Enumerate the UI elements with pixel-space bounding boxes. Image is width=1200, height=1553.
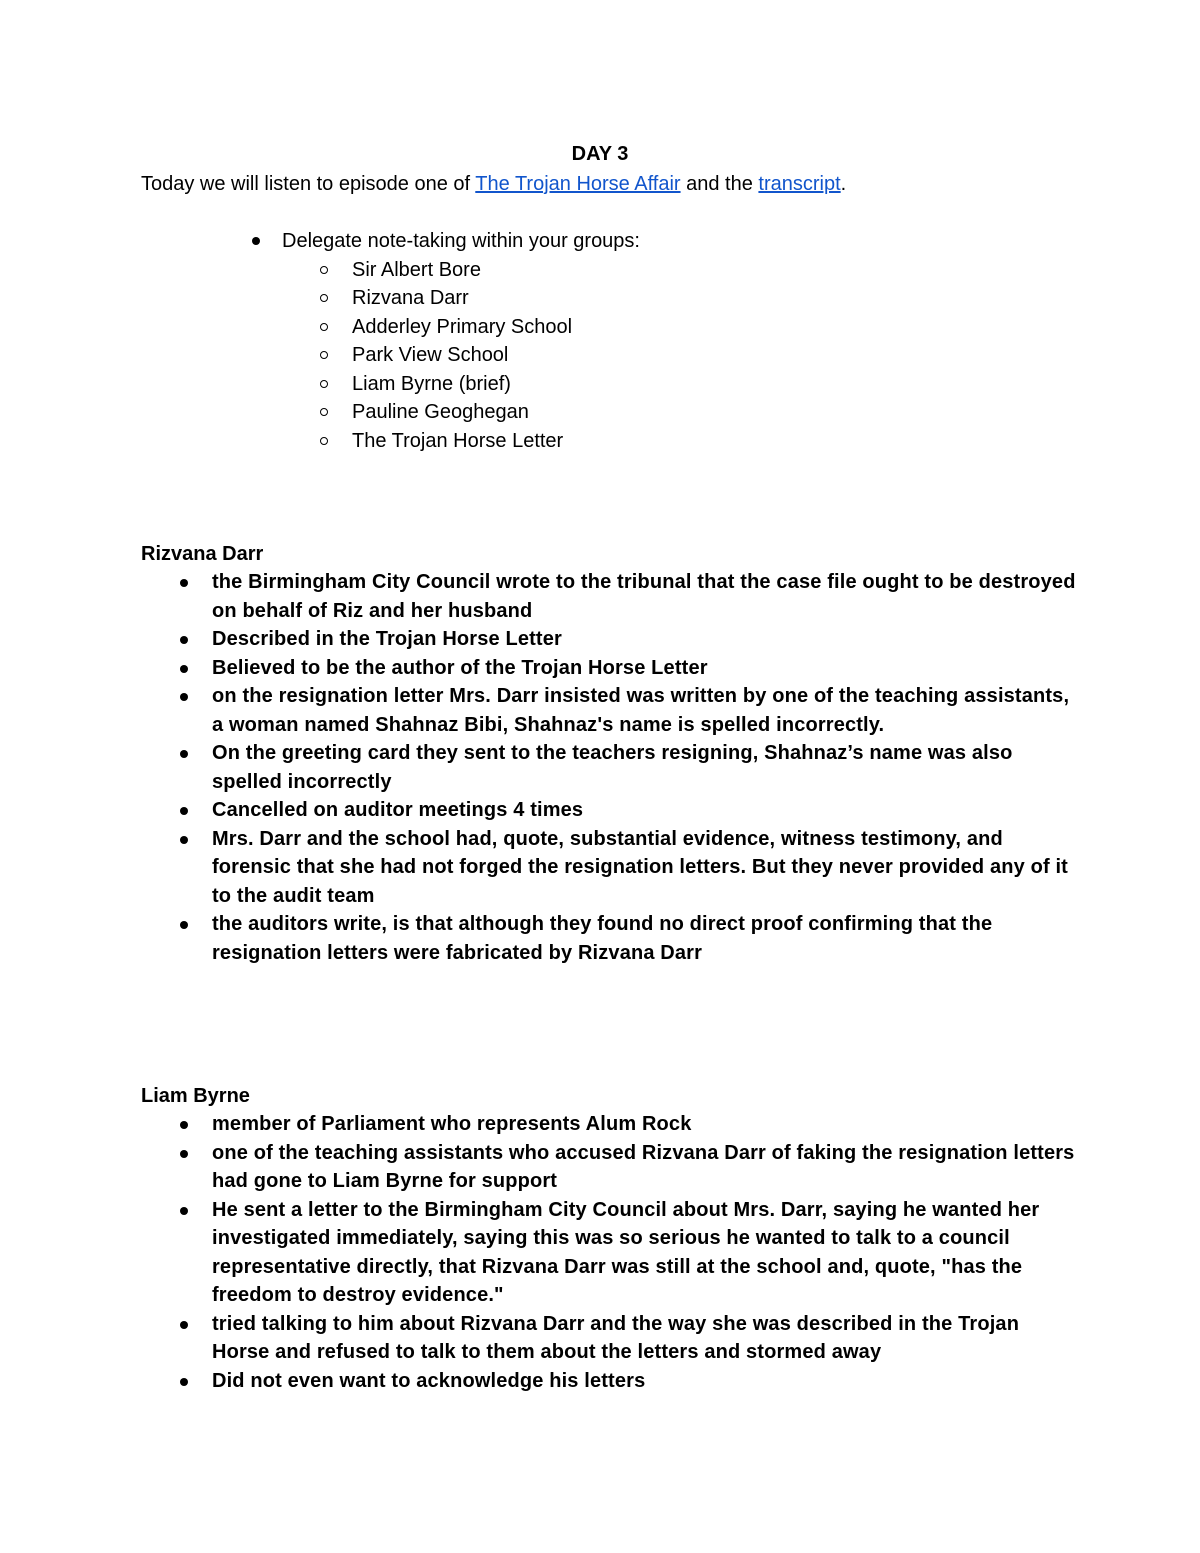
intro-text-middle: and the	[680, 173, 759, 195]
topic-item: Adderley Primary School	[318, 313, 1048, 342]
outline-bullet	[248, 227, 1048, 256]
note-item: Described in the Trojan Horse Letter	[176, 625, 1076, 654]
note-taking-outline	[248, 227, 1048, 455]
topic-item: Park View School	[318, 341, 1048, 370]
page-title: DAY 3	[571, 143, 629, 165]
note-item: the Birmingham City Council wrote to the tribunal that the case file ought to be destroyed on behalf of Riz and her husband	[176, 568, 1076, 625]
note-item: on the resignation letter Mrs. Darr insisted was written by one of the teaching assistants, a woman named Shahnaz Bibi, Shahnaz's name is spelled incorrectly.	[176, 682, 1076, 739]
note-item: He sent a letter to the Birmingham City Council about Mrs. Darr, saying he wanted her investigated immediately, saying this was so serious he wanted to talk to a council representative directly, that Rizvana Darr was still at the school and, quote, "has the freedom to destroy evidence."	[176, 1196, 1076, 1310]
topic-item: Sir Albert Bore	[318, 256, 1048, 285]
note-item: On the greeting card they sent to the teachers resigning, Shahnaz’s name was also spelled incorrectly	[176, 739, 1076, 796]
notes-list-rizvana-darr	[176, 568, 1076, 967]
note-item: one of the teaching assistants who accused Rizvana Darr of faking the resignation letters had gone to Liam Byrne for support	[176, 1139, 1076, 1196]
intro-text-before: Today we will listen to episode one of	[141, 173, 476, 195]
note-item: Believed to be the author of the Trojan Horse Letter	[176, 654, 1076, 683]
note-item: Did not even want to acknowledge his letters	[176, 1367, 1076, 1396]
intro-paragraph	[141, 170, 846, 198]
note-item: Mrs. Darr and the school had, quote, substantial evidence, witness testimony, and forensic that she had not forged the resignation letters. But they never provided any of it to the audit team	[176, 825, 1076, 911]
topic-item: Rizvana Darr	[318, 284, 1048, 313]
topic-item: The Trojan Horse Letter	[318, 427, 1048, 456]
transcript-link[interactable]: transcript	[758, 173, 841, 195]
note-item: Cancelled on auditor meetings 4 times	[176, 796, 1076, 825]
section-heading-rizvana-darr: Rizvana Darr	[141, 543, 264, 565]
intro-text-after: .	[840, 173, 847, 195]
note-item: tried talking to him about Rizvana Darr and the way she was described in the Trojan Horse and refused to talk to them about the letters and stormed away	[176, 1310, 1076, 1367]
topic-item: Pauline Geoghegan	[318, 398, 1048, 427]
section-heading-liam-byrne: Liam Byrne	[141, 1085, 250, 1107]
note-item: the auditors write, is that although they found no direct proof confirming that the resignation letters were fabricated by Rizvana Darr	[176, 910, 1076, 967]
notes-list-liam-byrne	[176, 1110, 1076, 1395]
topic-item: Liam Byrne (brief)	[318, 370, 1048, 399]
note-item: member of Parliament who represents Alum Rock	[176, 1110, 1076, 1139]
outline-bullet-label: Delegate note-taking within your groups:	[282, 230, 640, 252]
trojan-horse-affair-link[interactable]: The Trojan Horse Affair	[475, 173, 681, 195]
topic-list	[248, 256, 1048, 456]
